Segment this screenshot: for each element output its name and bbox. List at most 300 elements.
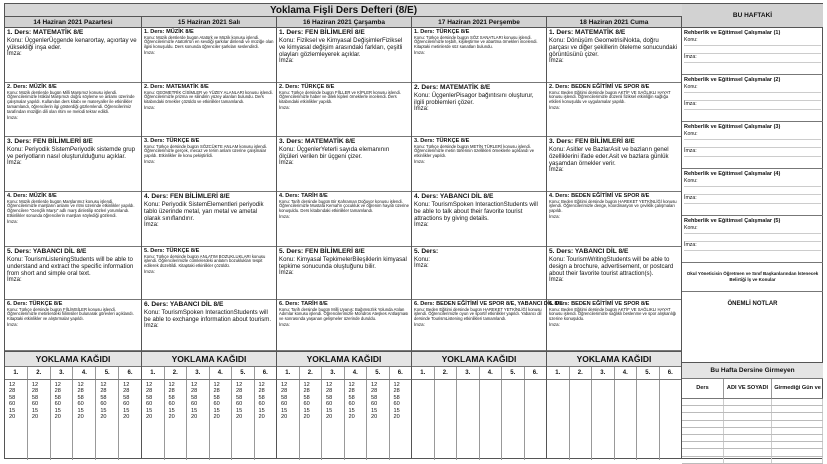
yoklama-value: 60 bbox=[100, 401, 107, 408]
yoklama-value: 12 bbox=[77, 382, 84, 388]
yoklama-value: 15 bbox=[191, 407, 198, 414]
yoklama-col-number: 5. bbox=[367, 367, 390, 379]
girmeyen-cell[interactable] bbox=[724, 399, 772, 405]
lesson-content: Konu: Tarih dersinde bugün Milli Uyanış: Bağımsızlık Yolunda Atılan Adımlar konusu işlendi. Öğrencilerimizle Mondros Ateşkes Antlaşması ve sonrasında yaşanan gelişmeler üzerinde duruldu. bbox=[279, 306, 409, 322]
yoklama-cell[interactable] bbox=[615, 380, 638, 460]
lesson-heading: 4. Ders: FEN BİLİMLERİ 8/E bbox=[144, 193, 230, 200]
yoklama-value: 15 bbox=[123, 407, 130, 414]
yoklama-col-number: 3. bbox=[322, 367, 345, 379]
yoklama-cell[interactable] bbox=[165, 380, 188, 460]
yoklama-value: 20 bbox=[123, 414, 130, 421]
yoklama-value: 28 bbox=[281, 388, 288, 395]
lesson-content: Konu: Periyodik SistemPeriyodik sistemde grup ve periyotların nasıl oluşturulduğunu açıklar. bbox=[7, 146, 136, 160]
lesson-block[interactable] bbox=[412, 247, 546, 300]
lesson-content: Konu: Türkçe dersinde bugün ANLATIM BOZUKLUKLARI konusu işlendi. Öğrencilerimizle cümlelerdeki anlatım bozuklukları tespit edilerek düzeltildi. Kitaptaki etkinlikler çözüldü. bbox=[144, 253, 266, 269]
yoklama-col-number: 1. bbox=[547, 367, 570, 379]
yoklama-col-number: 1. bbox=[277, 367, 300, 379]
lesson-block[interactable] bbox=[142, 192, 276, 247]
lesson-heading: 3. Ders: MATEMATİK 8/E bbox=[279, 138, 356, 145]
yoklama-cell[interactable] bbox=[277, 380, 300, 460]
girmeyen-cell[interactable] bbox=[724, 406, 772, 412]
lesson-imza: İmza: bbox=[7, 160, 22, 166]
rehberlik-block[interactable] bbox=[682, 169, 823, 216]
girmeyen-cell[interactable] bbox=[682, 406, 724, 412]
day-header: 17 Haziran 2021 Perşembe bbox=[412, 17, 546, 28]
yoklama-cell[interactable] bbox=[255, 380, 277, 460]
yoklama-col-number: 4. bbox=[345, 367, 368, 379]
girmeyen-cell[interactable] bbox=[772, 421, 823, 427]
yoklama-value: 12 bbox=[54, 382, 61, 388]
lesson-content: Konu: Müzik derslerde bugün Milli Marşımız konusu işlendi. Öğrencilerimizle İstiklal Marşımızı doğru söyleme ve anlamı üzerinde çalışmalar yapıldı. Kullanılan ders kitabı ve materyaller ile etkinlikler tamamlandı, öğrencilerin ilgi gösterdiği gözlemlendi. Öğrencilerimiz tarafından müziğin dili olan ritim ve melodi tekrar edildi. bbox=[7, 89, 135, 115]
yoklama-value: 60 bbox=[54, 401, 61, 408]
yoklama-value: 20 bbox=[236, 414, 243, 421]
lesson-block[interactable] bbox=[547, 192, 681, 247]
yoklama-value: 20 bbox=[281, 414, 288, 421]
yoklama-cell[interactable] bbox=[525, 380, 547, 460]
yoklama-value: 58 bbox=[213, 394, 220, 401]
lesson-heading: 4. Ders: MÜZİK 8/E bbox=[7, 193, 57, 199]
yoklama-number-row bbox=[412, 367, 546, 380]
yoklama-cell[interactable] bbox=[28, 380, 51, 460]
lesson-heading: 1. Ders: TÜRKÇE 8/E bbox=[414, 29, 470, 35]
lesson-block[interactable] bbox=[547, 247, 681, 300]
yoklama-cell[interactable] bbox=[232, 380, 255, 460]
yoklama-value: 60 bbox=[258, 401, 265, 408]
lesson-heading: 5. Ders: TÜRKÇE 8/E bbox=[144, 248, 200, 254]
weekly-side-panel bbox=[682, 4, 823, 458]
yoklama-value: 20 bbox=[258, 414, 265, 421]
lesson-content: Konu: Türkçe dersinde bugün FİİLLER ve KİPLER konusu işlendi. Öğrencilerimizle haber ve dilek kipleri örneklerle incelendi. Ders kitabındaki etkinlikler yapıldı. bbox=[279, 89, 401, 105]
lesson-heading: 6. Ders: BEDEN EĞİTİMİ VE SPOR 8/E bbox=[549, 301, 650, 307]
lesson-heading: 2. Ders: TÜRKÇE 8/E bbox=[279, 84, 335, 90]
lesson-block[interactable] bbox=[277, 300, 411, 351]
day-column bbox=[547, 17, 682, 458]
girmeyen-header-row bbox=[682, 379, 823, 399]
yoklama-value: 12 bbox=[236, 382, 243, 388]
lesson-heading: 1. Ders: MATEMATİK 8/E bbox=[7, 29, 84, 36]
yoklama-value: 12 bbox=[393, 382, 400, 388]
yoklama-value: 28 bbox=[213, 388, 220, 395]
lesson-content: Konu: Türkçe dersinde bugün METİN TÜRLERİ konusu işlendi. Öğrencilerimizle metin türlerinin özellikleri örneklerle açıklandı ve etkinlikler yapıldı. bbox=[414, 143, 535, 159]
girmeyen-cell[interactable] bbox=[682, 435, 724, 441]
girmeyen-row[interactable] bbox=[682, 406, 823, 413]
lesson-imza: İmza: bbox=[7, 115, 18, 121]
yoklama-cell[interactable] bbox=[592, 380, 615, 460]
lesson-block[interactable] bbox=[412, 300, 563, 351]
yoklama-value: 15 bbox=[168, 407, 175, 414]
lesson-imza: İmza: bbox=[7, 219, 18, 225]
yoklama-value: 12 bbox=[9, 382, 16, 388]
day-column bbox=[412, 17, 563, 458]
yoklama-values-row bbox=[547, 380, 681, 460]
yoklama-value: 28 bbox=[236, 388, 243, 395]
yoklama-value: 60 bbox=[168, 401, 175, 408]
yoklama-value: 12 bbox=[191, 382, 198, 388]
rehberlik-imza: İmza: bbox=[684, 54, 821, 63]
yoklama-value: 15 bbox=[213, 407, 220, 414]
lesson-content: Konu: Beden Eğitimi dersinde bugün HAREKET YETKİNLİĞİ konusu işlendi. Öğrencilerimizle denge, koordinasyon ve çeviklik çalışmaları yapıldı. bbox=[549, 198, 677, 214]
yoklama-cell[interactable] bbox=[142, 380, 165, 460]
lesson-imza: İmza: bbox=[279, 58, 294, 64]
lesson-imza: İmza: bbox=[279, 160, 294, 166]
yoklama-cell[interactable] bbox=[570, 380, 593, 460]
yoklama-value: 58 bbox=[191, 394, 198, 401]
yoklama-cell[interactable] bbox=[547, 380, 570, 460]
lesson-content: Konu: ÜçgenlerYeterli sayıda elemanının ölçüleri verilen bir üçgeni çizer. bbox=[279, 146, 390, 160]
yoklama-value: 28 bbox=[9, 388, 16, 395]
yoklama-col-number: 2. bbox=[165, 367, 188, 379]
rehberlik-konu: Konu: bbox=[684, 225, 821, 234]
yoklama-value: 58 bbox=[100, 394, 107, 401]
yoklama-value: 12 bbox=[258, 382, 265, 388]
lesson-content: Konu: TourismListeningStudents will be able to understand and extract the specific information from short and simple oral text. bbox=[7, 256, 134, 277]
rehberlik-block[interactable] bbox=[682, 216, 823, 263]
yoklama-value: 12 bbox=[31, 382, 39, 388]
yoklama-value: 28 bbox=[77, 388, 84, 395]
girmeyen-cell[interactable] bbox=[772, 457, 823, 463]
girmeyen-col-adi: ADI VE SOYADI bbox=[724, 379, 772, 398]
yoklama-cell[interactable] bbox=[300, 380, 323, 460]
yoklama-col-number: 2. bbox=[435, 367, 458, 379]
yoklama-value: 15 bbox=[326, 407, 333, 414]
rehberlik-imza: İmza: bbox=[684, 195, 821, 204]
rehberlik-line bbox=[684, 46, 821, 55]
yoklama-value: 12 bbox=[348, 382, 355, 388]
yoklama-cell[interactable] bbox=[5, 380, 28, 460]
yoklama-value: 15 bbox=[31, 407, 39, 414]
lesson-block[interactable] bbox=[547, 137, 681, 192]
yoklama-cell[interactable] bbox=[322, 380, 345, 460]
yoklama-value: 28 bbox=[100, 388, 107, 395]
yoklama-value: 58 bbox=[348, 394, 355, 401]
lesson-block[interactable] bbox=[412, 192, 546, 247]
yoklama-value: 28 bbox=[191, 388, 198, 395]
yoklama-value: 58 bbox=[9, 394, 16, 401]
yoklama-col-number: 1. bbox=[5, 367, 28, 379]
lesson-heading: 5. Ders: YABANCI DİL 8/E bbox=[7, 248, 87, 255]
yoklama-value: 60 bbox=[236, 401, 243, 408]
lesson-content: Konu: Periyodik SistemElementleri periyodik tablo üzerinde metal, yarı metal ve ametal olarak sınıflandırır. bbox=[144, 201, 264, 222]
lesson-block[interactable] bbox=[412, 83, 546, 137]
yoklama-col-number: 4. bbox=[615, 367, 638, 379]
yoklama-value: 60 bbox=[123, 401, 130, 408]
lesson-block[interactable] bbox=[547, 300, 681, 351]
onemli-notlar-title: ÖNEMLİ NOTLAR bbox=[727, 301, 778, 307]
lesson-block[interactable] bbox=[277, 192, 411, 247]
girmeyen-cell[interactable] bbox=[772, 406, 823, 412]
rehberlik-konu: Konu: bbox=[684, 37, 821, 46]
lesson-content: Konu: ÜçgenlerÜçgende kenarortay, açıortay ve yüksekliği inşa eder. bbox=[7, 37, 137, 51]
yoklama-value: 60 bbox=[326, 401, 333, 408]
yoklama-cell[interactable] bbox=[660, 380, 682, 460]
yoklama-cell[interactable] bbox=[367, 380, 390, 460]
girmeyen-cell[interactable] bbox=[682, 457, 724, 463]
rehberlik-title: Rehberlik ve Eğitimsel Çalışmalar (3) bbox=[684, 124, 781, 130]
lesson-imza: İmza: bbox=[279, 105, 290, 111]
yoklama-value: 15 bbox=[348, 407, 355, 414]
girmeyen-cell[interactable] bbox=[682, 413, 724, 419]
lesson-imza: İmza: bbox=[549, 322, 560, 328]
lesson-heading: 3. Ders: FEN BİLİMLERİ 8/E bbox=[549, 138, 635, 145]
yoklama-value: 15 bbox=[77, 407, 84, 414]
yoklama-value: 28 bbox=[393, 388, 400, 395]
rehberlik-line bbox=[684, 93, 821, 102]
page-title: Yoklama Fişli Ders Defteri (8/E) bbox=[5, 4, 682, 17]
yoklama-value: 15 bbox=[281, 407, 288, 414]
yoklama-col-number: 6. bbox=[532, 370, 538, 376]
lesson-heading: 4. Ders: YABANCI DİL 8/E bbox=[414, 193, 494, 200]
yoklama-value: 20 bbox=[100, 414, 107, 421]
yoklama-col-number: 6. bbox=[397, 370, 403, 376]
girmeyen-cell[interactable] bbox=[724, 435, 772, 441]
yoklama-col-number: 1. bbox=[142, 367, 165, 379]
lesson-heading: 2. Ders: MATEMATİK 8/E bbox=[144, 84, 209, 90]
yoklama-value: 20 bbox=[348, 414, 355, 421]
yoklama-cell[interactable] bbox=[345, 380, 368, 460]
girmeyen-cell[interactable] bbox=[724, 428, 772, 434]
lesson-block[interactable] bbox=[142, 83, 276, 137]
girmeyen-cell[interactable] bbox=[682, 399, 724, 405]
yoklama-value: 58 bbox=[54, 394, 61, 401]
yoklama-number-row bbox=[547, 367, 681, 380]
yoklama-col-number: 6. bbox=[262, 370, 268, 376]
yoklama-value: 58 bbox=[236, 394, 243, 401]
yoklama-value: 58 bbox=[393, 394, 400, 401]
girmeyen-cell[interactable] bbox=[724, 449, 772, 455]
lesson-heading: 6. Ders: TARİH 8/E bbox=[279, 301, 328, 307]
yoklama-value: 28 bbox=[123, 388, 130, 395]
lesson-heading: 5. Ders: bbox=[414, 248, 439, 255]
yoklama-cell[interactable] bbox=[412, 380, 435, 460]
ders-defteri-page bbox=[4, 3, 823, 459]
lesson-block[interactable] bbox=[5, 83, 141, 137]
yoklama-cell[interactable] bbox=[119, 380, 141, 460]
lesson-block[interactable] bbox=[5, 137, 141, 192]
lesson-heading: 3. Ders: FEN BİLİMLERİ 8/E bbox=[7, 138, 93, 145]
yoklama-col-number: 5. bbox=[637, 367, 660, 379]
yoklama-cell[interactable] bbox=[435, 380, 458, 460]
yoklama-value: 58 bbox=[258, 394, 265, 401]
lesson-block[interactable] bbox=[277, 83, 411, 137]
lesson-heading: 5. Ders: FEN BİLİMLERİ 8/E bbox=[279, 248, 365, 255]
girmeyen-row[interactable] bbox=[682, 413, 823, 420]
yoklama-value: 60 bbox=[31, 401, 39, 408]
yoklama-values-row bbox=[277, 380, 411, 460]
lesson-content: Konu: ÜçgenlerPisagor bağıntısını oluşturur, ilgili problemleri çözer. bbox=[414, 92, 534, 106]
lesson-block[interactable] bbox=[142, 28, 276, 83]
yoklama-col-number: 5. bbox=[96, 367, 119, 379]
yoklama-value: 12 bbox=[281, 382, 288, 388]
lesson-block[interactable] bbox=[547, 28, 681, 83]
girmeyen-cell[interactable] bbox=[772, 442, 823, 448]
yoklama-value: 60 bbox=[146, 401, 153, 408]
girmeyen-row[interactable] bbox=[682, 428, 823, 435]
girmeyen-col-gun: Girmediği Gün ve bbox=[774, 385, 821, 392]
yoklama-cell[interactable] bbox=[73, 380, 96, 460]
girmeyen-cell[interactable] bbox=[772, 413, 823, 419]
girmeyen-cell[interactable] bbox=[772, 399, 823, 405]
yoklama-col-number: 2. bbox=[570, 367, 593, 379]
yoklama-value: 12 bbox=[213, 382, 220, 388]
lesson-block[interactable] bbox=[5, 247, 141, 300]
day-column bbox=[277, 17, 412, 458]
lesson-heading: 2. Ders: MATEMATİK 8/E bbox=[414, 84, 491, 91]
girmeyen-row[interactable] bbox=[682, 449, 823, 456]
lesson-content: Konu: TourismSpoken InteractionStudents will be able to talk about their favorite tourist attractions by giving details. bbox=[414, 201, 538, 222]
yoklama-value: 60 bbox=[348, 401, 355, 408]
lesson-heading: 4. Ders: TARİH 8/E bbox=[279, 193, 328, 199]
rehberlik-block[interactable] bbox=[682, 122, 823, 169]
lesson-content: Konu: Türkçe dersinde bugün FİİLİMSİLER konusu işlendi. Öğrencilerimizle metinlerdeki fiilimsiler bulunarak görevleri açıklandı. Kitaptaki etkinlikler ve alıştırmalar yapıldı. bbox=[7, 306, 134, 322]
lesson-heading: 3. Ders: TÜRKÇE 8/E bbox=[414, 138, 470, 144]
day-column bbox=[5, 17, 142, 458]
yoklama-value: 28 bbox=[371, 388, 378, 395]
yoklama-value: 20 bbox=[54, 414, 61, 421]
yoklama-value: 15 bbox=[146, 407, 153, 414]
yoklama-value: 60 bbox=[393, 401, 400, 408]
yoklama-value: 15 bbox=[100, 407, 107, 414]
lesson-block[interactable] bbox=[142, 247, 276, 300]
yoklama-number-row bbox=[277, 367, 411, 380]
yoklama-title: YOKLAMA KAĞIDI bbox=[277, 351, 411, 367]
girmeyen-cell[interactable] bbox=[772, 428, 823, 434]
yoklama-value: 20 bbox=[77, 414, 84, 421]
girmeyen-row[interactable] bbox=[682, 421, 823, 428]
lesson-block[interactable] bbox=[277, 28, 411, 83]
yoklama-value: 20 bbox=[191, 414, 198, 421]
lesson-block[interactable] bbox=[142, 300, 276, 351]
lesson-imza: İmza: bbox=[414, 263, 429, 269]
yoklama-value: 15 bbox=[258, 407, 265, 414]
lesson-block[interactable] bbox=[5, 192, 141, 247]
yoklama-cell[interactable] bbox=[51, 380, 74, 460]
lesson-imza: İmza: bbox=[7, 277, 22, 283]
lesson-heading: 3. Ders: TÜRKÇE 8/E bbox=[144, 138, 200, 144]
rehberlik-line bbox=[684, 234, 821, 243]
yoklama-value: 20 bbox=[303, 414, 310, 421]
girmeyen-row[interactable] bbox=[682, 435, 823, 442]
girmeyen-cell[interactable] bbox=[682, 421, 724, 427]
rehberlik-line bbox=[684, 187, 821, 196]
rehberlik-block[interactable] bbox=[682, 28, 823, 75]
yoklama-cell[interactable] bbox=[502, 380, 525, 460]
girmeyen-cell[interactable] bbox=[772, 449, 823, 455]
girmeyen-row[interactable] bbox=[682, 399, 823, 406]
yoklama-value: 12 bbox=[168, 382, 175, 388]
yoklama-col-number: 1. bbox=[412, 367, 435, 379]
lesson-imza: İmza: bbox=[144, 222, 159, 228]
yoklama-value: 58 bbox=[281, 394, 288, 401]
lesson-content: Konu: Dönüşüm GeometrisiNokta, doğru parçası ve diğer şekillerin öteleme sonucundaki görüntüsünü çizer. bbox=[549, 37, 678, 58]
lesson-content: Konu: bbox=[414, 256, 430, 263]
yoklama-cell[interactable] bbox=[210, 380, 233, 460]
girmeyen-cell[interactable] bbox=[772, 435, 823, 441]
yoklama-kagidi bbox=[142, 351, 276, 460]
lesson-block[interactable] bbox=[277, 247, 411, 300]
lesson-content: Konu: Tarih dersinde bugün Bir Kahraman Doğuyor konusu işlendi. Öğrencilerimizle Mustafa Kemal'in çocukluk ve öğrenim hayatı üzerine konuşuldu. Ders kitabındaki etkinlikler tamamlandı. bbox=[279, 198, 409, 214]
lesson-content: Konu: Fiziksel ve Kimyasal DeğişimlerFiziksel ve kimyasal değişim arasındaki farkları, çeşitli olayları gözlemleyerek açıklar. bbox=[279, 37, 403, 58]
yoklama-value: 20 bbox=[213, 414, 220, 421]
yoklama-col-number: 4. bbox=[73, 367, 96, 379]
girmeyen-cell[interactable] bbox=[682, 449, 724, 455]
lesson-heading: 1. Ders: MÜZİK 8/E bbox=[144, 29, 194, 35]
onemli-notlar-area[interactable] bbox=[682, 316, 823, 363]
yoklama-value: 28 bbox=[168, 388, 175, 395]
lesson-heading: 1. Ders: FEN BİLİMLERİ 8/E bbox=[279, 29, 365, 36]
lesson-block[interactable] bbox=[412, 137, 546, 192]
girmeyen-row[interactable] bbox=[682, 442, 823, 449]
yoklama-value: 12 bbox=[100, 382, 107, 388]
girmeyen-cell[interactable] bbox=[724, 413, 772, 419]
lesson-imza: İmza: bbox=[279, 214, 290, 220]
lesson-imza: İmza: bbox=[549, 167, 564, 173]
lesson-content: Konu: Beden Eğitimi dersinde bugün AKTİF VE SAĞLIKLI HAYAT konusu işlendi. Öğrencilerimizle sağlıklı beslenme ve spor alışkanlığı üzerine konuşuldu. bbox=[549, 306, 677, 322]
yoklama-value: 58 bbox=[371, 394, 378, 401]
girmeyen-cell[interactable] bbox=[724, 442, 772, 448]
rehberlik-konu: Konu: bbox=[684, 178, 821, 187]
rehberlik-block[interactable] bbox=[682, 75, 823, 122]
yoklama-cell[interactable] bbox=[637, 380, 660, 460]
yoklama-value: 20 bbox=[31, 414, 39, 421]
lesson-block[interactable] bbox=[277, 137, 411, 192]
yoklama-title: YOKLAMA KAĞIDI bbox=[5, 351, 141, 367]
lesson-block[interactable] bbox=[547, 83, 681, 137]
lesson-heading: 6. Ders: BEDEN EĞİTİMİ VE SPOR 8/E, YABANCI DİL 8/E bbox=[414, 301, 563, 307]
yoklama-value: 58 bbox=[303, 394, 310, 401]
lesson-block[interactable] bbox=[5, 300, 141, 351]
yoklama-value: 60 bbox=[281, 401, 288, 408]
yoklama-values-row bbox=[142, 380, 276, 460]
yoklama-values-row bbox=[5, 380, 141, 460]
girmeyen-cell[interactable] bbox=[724, 457, 772, 463]
lesson-content: Konu: TourismSpoken InteractionStudents will be able to exchange information about tourism. bbox=[144, 309, 272, 323]
girmeyen-cell[interactable] bbox=[682, 428, 724, 434]
yoklama-value: 28 bbox=[31, 388, 39, 395]
lesson-imza: İmza: bbox=[414, 222, 429, 228]
yoklama-cell[interactable] bbox=[96, 380, 119, 460]
rehberlik-line bbox=[684, 140, 821, 149]
yoklama-value: 60 bbox=[213, 401, 220, 408]
girmeyen-row[interactable] bbox=[682, 457, 823, 464]
yoklama-number-row bbox=[142, 367, 276, 380]
lesson-content: Konu: Müzik derslerde bugün Atatürk ve Müzik konusu işlendi. Öğrencilerimizle Atatürk'ün en sevdiği şarkılar dinlendi ve müziğe olan ilgisi konuşuldu. Ders sonunda öğrenciler şarkıları seslendirdi. bbox=[144, 34, 274, 50]
lesson-block[interactable] bbox=[142, 137, 276, 192]
yoklama-col-number: 2. bbox=[28, 367, 51, 379]
rehberlik-konu: Konu: bbox=[684, 131, 821, 140]
lesson-block[interactable] bbox=[5, 28, 141, 83]
yoklama-title: YOKLAMA KAĞIDI bbox=[547, 351, 681, 367]
yoklama-value: 60 bbox=[303, 401, 310, 408]
girmeyen-cell[interactable] bbox=[682, 442, 724, 448]
yoklama-value: 12 bbox=[303, 382, 310, 388]
yoklama-cell[interactable] bbox=[480, 380, 503, 460]
lesson-heading: 4. Ders: BEDEN EĞİTİMİ VE SPOR 8/E bbox=[549, 193, 650, 199]
yoklama-cell[interactable] bbox=[390, 380, 412, 460]
lesson-block[interactable] bbox=[412, 28, 546, 83]
lesson-imza: İmza: bbox=[7, 51, 22, 57]
lesson-imza: İmza: bbox=[279, 322, 290, 328]
girmeyen-cell[interactable] bbox=[724, 421, 772, 427]
lesson-heading: 6. Ders: TÜRKÇE 8/E bbox=[7, 301, 63, 307]
lesson-content: Konu: Türkçe dersinde bugün SÖZ SANATLARI konusu işlendi. Öğrencilerimizle teşbih, kişileştirme ve abartma örnekleri incelendi. Kitaptaki metinlerde söz sanatları bulundu. bbox=[414, 34, 538, 50]
yoklama-value: 28 bbox=[54, 388, 61, 395]
lesson-content: Konu: Beden Eğitimi dersinde bugün HAREKET YETKİNLİĞİ konusu işlendi. Öğrencilerimizle oyun ve sportif etkinlikler yapıldı. Yabancı dil dersinde TourismListening etkinlikleri tamamlandı. bbox=[414, 306, 542, 322]
yoklama-value: 58 bbox=[326, 394, 333, 401]
lesson-imza: İmza: bbox=[549, 214, 560, 220]
yoklama-cell[interactable] bbox=[187, 380, 210, 460]
yoklama-value: 20 bbox=[146, 414, 153, 421]
yoklama-cell[interactable] bbox=[457, 380, 480, 460]
